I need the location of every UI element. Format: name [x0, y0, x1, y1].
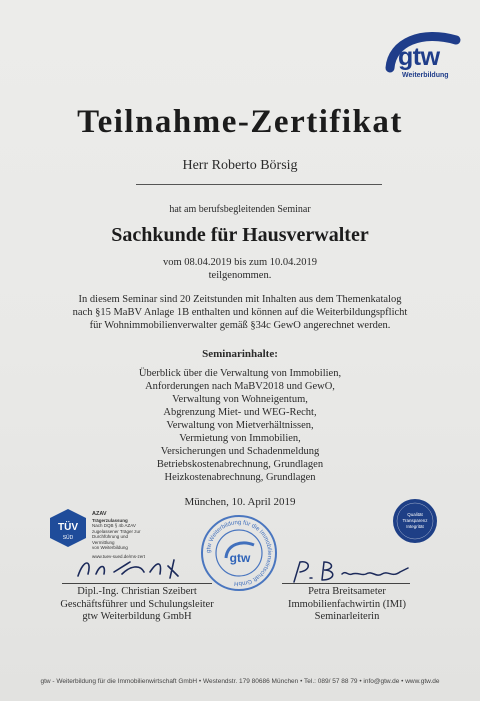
company-stamp-icon [200, 514, 278, 592]
signature-right-line-text: Petra Breitsameter [308, 586, 386, 597]
name-underline [136, 184, 382, 185]
seminar-title: Sachkunde für Hausverwalter [111, 224, 369, 246]
signature-left-line-text: Geschäftsführer und Schulungsleiter [60, 598, 214, 610]
signature-right-line [282, 583, 410, 584]
tuv-text-line: www.tuev-sued.de/ms-zert [92, 553, 146, 559]
stamp-ring-text: gtw Weiterbildung für die Immobilienwirtschaft GmbH [205, 519, 273, 587]
signature-left-block [52, 586, 222, 624]
footer-contact: gtw - Weiterbildung für die Immobilienwirtschaft GmbH • Westendstr. 179 80686 München • Tel.: 089/ 57 88 79 • info@gtw.de • www.gtw.de [40, 678, 440, 685]
logo-subtitle: Weiterbildung [402, 72, 449, 79]
description-paragraph [70, 293, 410, 332]
recipient-name: Herr Roberto Börsig [182, 158, 298, 173]
signature-right-line-text: Seminarleiterin [314, 611, 380, 622]
contents-item: Überblick über die Verwaltung von Immobilien, [138, 368, 342, 379]
contents-heading: Seminarinhalte: [202, 348, 278, 360]
tuv-text-line: Trägerzulassung [92, 517, 128, 523]
signature-left-line [62, 583, 212, 584]
contents-item: Verwaltung von Wohneigentum, [172, 394, 308, 405]
tuv-text-line: zugelassener Träger zur [92, 528, 141, 534]
signature-left-line-text: Dipl.-Ing. Christian Szeibert [77, 586, 197, 597]
stamp-center-text: gtw [229, 551, 251, 565]
contents-item: Versicherungen und Schadenmeldung [160, 446, 320, 457]
intro-text: hat am berufsbegleitenden Seminar [169, 204, 311, 215]
tuv-text-line: von Weiterbildung [92, 545, 128, 550]
paragraph-line: nach §15 MaBV Anlage 1B enthalten und können auf die Weiterbildungspflicht [72, 307, 408, 318]
period-line-1: vom 08.04.2019 bis zum 10.04.2019 [163, 257, 317, 268]
tuv-text-line: Nach DQB § 4b AZAV [92, 523, 136, 528]
contents-item: Heizkostenabrechnung, Grundlagen [164, 472, 316, 483]
seal-line: Qualität [407, 512, 423, 517]
tuv-label: TÜV [58, 522, 78, 533]
tuv-sub: SÜD [62, 535, 74, 541]
logo-wordmark: gtw [398, 43, 440, 71]
certificate-title: Teilnahme-Zertifikat [77, 104, 403, 140]
period-line-2: teilgenommen. [208, 270, 272, 281]
tuv-text-line: Durchführung und Vermittlung [92, 534, 129, 545]
seal-line: Integrität [406, 524, 424, 529]
paragraph-line: In diesem Seminar sind 20 Zeitstunden mit Inhalten aus dem Themenkatalog [78, 294, 402, 305]
contents-item: Anforderungen nach MaBV2018 und GewO, [145, 381, 335, 392]
contents-list [0, 367, 480, 484]
contents-item: Betriebskostenabrechnung, Grundlagen [156, 459, 324, 470]
tuv-badge-icon [48, 508, 88, 548]
tuv-text-line: AZAV [92, 511, 107, 517]
seal-line: Transparenz [402, 518, 428, 523]
paragraph-line: für Wohnimmobilienverwalter gemäß §34c GewO angerechnet werden. [89, 320, 391, 331]
contents-item: Vermietung von Immobilien, [179, 433, 301, 444]
contents-item: Verwaltung von Mietverhältnissen, [166, 420, 314, 431]
signature-left-line-text: gtw Weiterbildung GmbH [82, 611, 192, 622]
signature-right-scribble [288, 556, 418, 586]
signature-right-block [262, 586, 432, 624]
quality-seal-icon [392, 498, 438, 544]
place-date: München, 10. April 2019 [184, 496, 296, 508]
signature-left-scribble [70, 552, 200, 584]
signature-right-line-text: Immobilienfachwirtin (IMI) [287, 598, 407, 610]
contents-item: Abgrenzung Miet- und WEG-Recht, [163, 407, 317, 418]
